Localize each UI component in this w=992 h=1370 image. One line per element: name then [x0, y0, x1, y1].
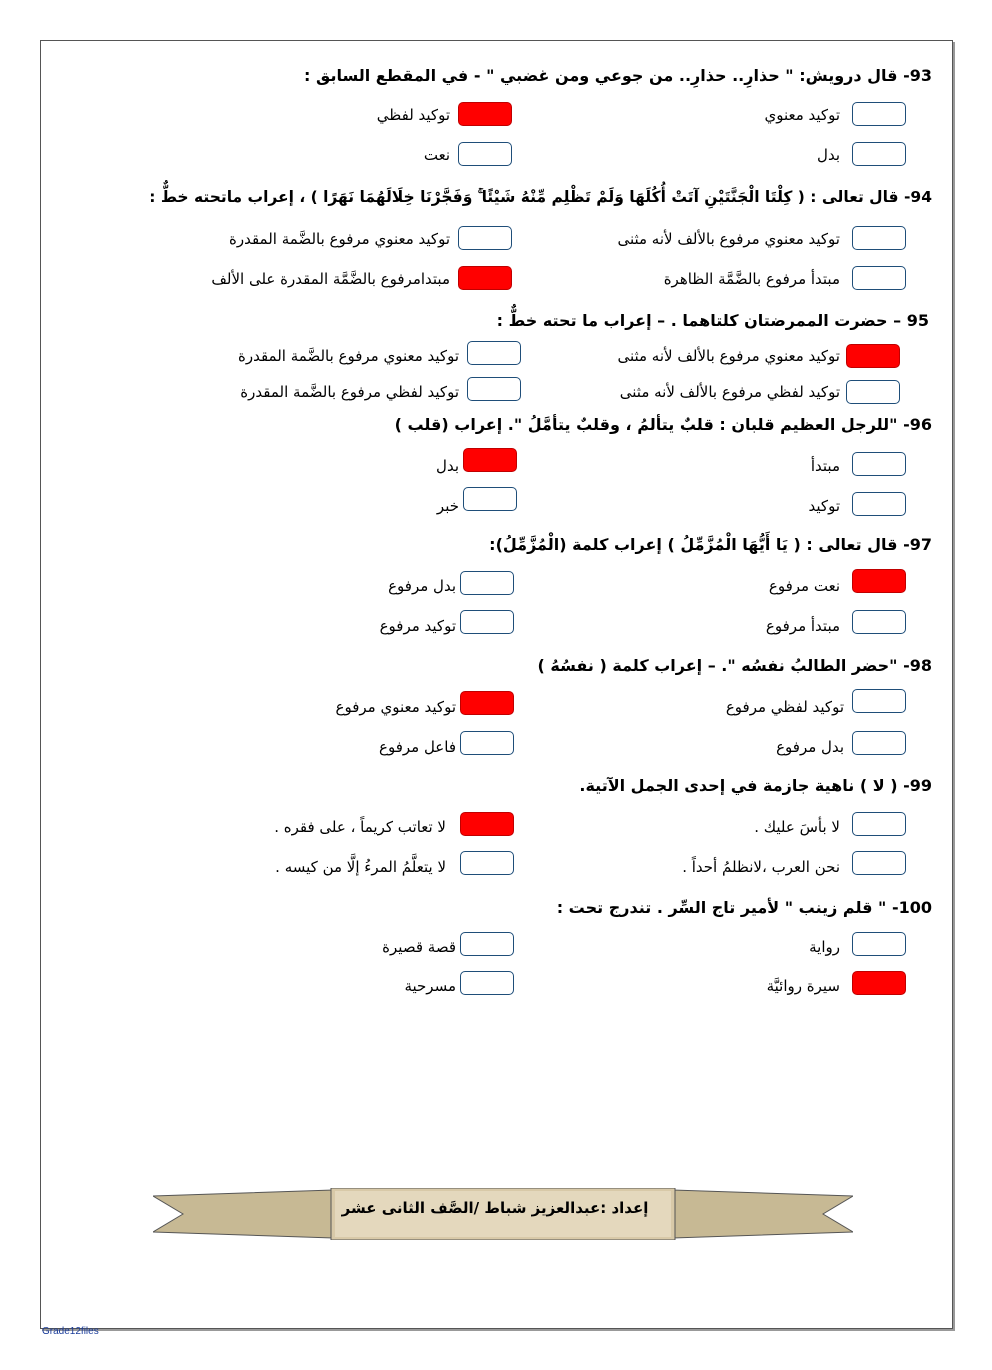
option-label: مسرحية: [404, 977, 456, 995]
option-box-q94-c[interactable]: [852, 266, 906, 290]
option-label: توكيد معنوي مرفوع بالألف لأنه مثنى: [617, 347, 840, 365]
option-box-q99-b[interactable]: [460, 812, 514, 836]
question-95: 95 – حضرت الممرضتان كلتاهما . – إعراب ما تحته خطٌّ :: [496, 311, 929, 330]
option-box-q95-a[interactable]: [846, 344, 900, 368]
option-label: توكيد لفظي مرفوع بالضَّمة المقدرة: [240, 383, 459, 401]
option-box-q100-a[interactable]: [852, 932, 906, 956]
option-box-q97-d[interactable]: [460, 610, 514, 634]
question-94: 94- قال تعالى : ( كِلْتَا الْجَنَّتَيْنِ آتَتْ أُكُلَهَا وَلَمْ تَظْلِم مِّنْهُ شَيْئًا ۚ وَفَجَّرْنَا خِلَالَهُمَا نَهَرًا ) ، إعراب ماتحته خطٌّ :: [149, 188, 932, 206]
option-label: بدل: [817, 146, 840, 164]
option-label: نعت: [423, 146, 450, 164]
option-box-q99-a[interactable]: [852, 812, 906, 836]
option-box-q100-c[interactable]: [852, 971, 906, 995]
option-box-q96-a[interactable]: [852, 452, 906, 476]
option-box-q100-d[interactable]: [460, 971, 514, 995]
option-label: توكيد معنوي: [764, 106, 840, 124]
option-label: توكيد مرفوع: [379, 617, 456, 635]
option-label: مبتدأ مرفوع بالضَّمَّة الظاهرة: [663, 270, 840, 288]
question-98: 98- "حضر الطالبُ نفسُه ". – إعراب كلمة ( نفسُهُ ): [537, 656, 932, 675]
option-box-q99-d[interactable]: [460, 851, 514, 875]
option-box-q96-d[interactable]: [463, 487, 517, 511]
question-99: 99- ( لا ) ناهية جازمة في إحدى الجمل الآتية.: [579, 776, 932, 795]
author-credit: إعداد :عبدالعزيز شباط /الصَّف الثانى عشر: [341, 1199, 649, 1217]
option-label: توكيد لفظي مرفوع بالألف لأنه مثنى: [619, 383, 840, 401]
question-93: 93- قال درويش: " حذارِ.. حذارِ.. من جوعي ومن غضبي " - في المقطع السابق :: [304, 66, 932, 85]
option-label: توكيد معنوي مرفوع: [335, 698, 456, 716]
option-label: بدل: [436, 457, 459, 475]
option-box-q97-a[interactable]: [852, 569, 906, 593]
option-label: لا يتعلَّمُ المرءُ إلَّا من كيسه .: [275, 858, 446, 876]
option-label: مبتدامرفوع بالضَّمَّة المقدرة على الألف: [211, 270, 450, 288]
option-box-q94-d[interactable]: [458, 266, 512, 290]
option-label: بدل مرفوع: [776, 738, 844, 756]
option-box-q95-b[interactable]: [467, 341, 521, 365]
option-box-q94-a[interactable]: [852, 226, 906, 250]
option-label: توكيد معنوي مرفوع بالضَّمة المقدرة: [228, 230, 450, 248]
option-box-q98-d[interactable]: [460, 731, 514, 755]
option-label: لا بأسَ عليك .: [754, 818, 840, 836]
option-box-q98-c[interactable]: [852, 731, 906, 755]
option-label: توكيد معنوي مرفوع بالضَّمة المقدرة: [237, 347, 459, 365]
option-box-q93-b[interactable]: [458, 102, 512, 126]
option-box-q96-b[interactable]: [463, 448, 517, 472]
option-box-q100-b[interactable]: [460, 932, 514, 956]
option-box-q93-c[interactable]: [852, 142, 906, 166]
option-label: سيرة روائيَّة: [766, 977, 840, 995]
question-100: 100- " قلم زينب " لأمير تاج السِّر . تندرج تحت :: [556, 898, 932, 917]
option-box-q95-d[interactable]: [467, 377, 521, 401]
option-label: توكيد لفظي مرفوع: [725, 698, 844, 716]
question-96: 96- "للرجل العظيم قلبان : قلبٌ يتألمُ ، وقلبٌ يتأمَّلُ ". إعراب (قلب ): [394, 415, 932, 434]
option-box-q97-b[interactable]: [460, 571, 514, 595]
option-label: توكيد لفظي: [376, 106, 450, 124]
option-box-q96-c[interactable]: [852, 492, 906, 516]
option-box-q94-b[interactable]: [458, 226, 512, 250]
option-label: رواية: [809, 938, 840, 956]
option-label: توكيد معنوي مرفوع بالألف لأنه مثنى: [617, 230, 840, 248]
option-box-q93-d[interactable]: [458, 142, 512, 166]
option-label: مبتدأ مرفوع: [765, 617, 840, 635]
option-label: لا تعاتب كريماً ، على فقره .: [274, 818, 446, 836]
question-97: 97- قال تعالى : ( يَا أَيُّهَا الْمُزَّمِّلُ ) إعراب كلمة (الْمُزَّمِّلُ):: [489, 535, 932, 554]
option-box-q98-b[interactable]: [460, 691, 514, 715]
option-label: بدل مرفوع: [388, 577, 456, 595]
option-box-q95-c[interactable]: [846, 380, 900, 404]
option-label: توكيد: [808, 497, 840, 515]
option-label: مبتدأ: [810, 457, 840, 475]
option-box-q93-a[interactable]: [852, 102, 906, 126]
option-label: قصة قصيرة: [382, 938, 456, 956]
option-label: نحن العرب ،لانظلمُ أحداً .: [682, 858, 840, 876]
option-label: خبر: [436, 497, 459, 515]
option-box-q98-a[interactable]: [852, 689, 906, 713]
footer-watermark: Grade12files: [42, 1326, 99, 1337]
option-box-q97-c[interactable]: [852, 610, 906, 634]
option-box-q99-c[interactable]: [852, 851, 906, 875]
option-label: فاعل مرفوع: [379, 738, 456, 756]
option-label: نعت مرفوع: [768, 577, 840, 595]
